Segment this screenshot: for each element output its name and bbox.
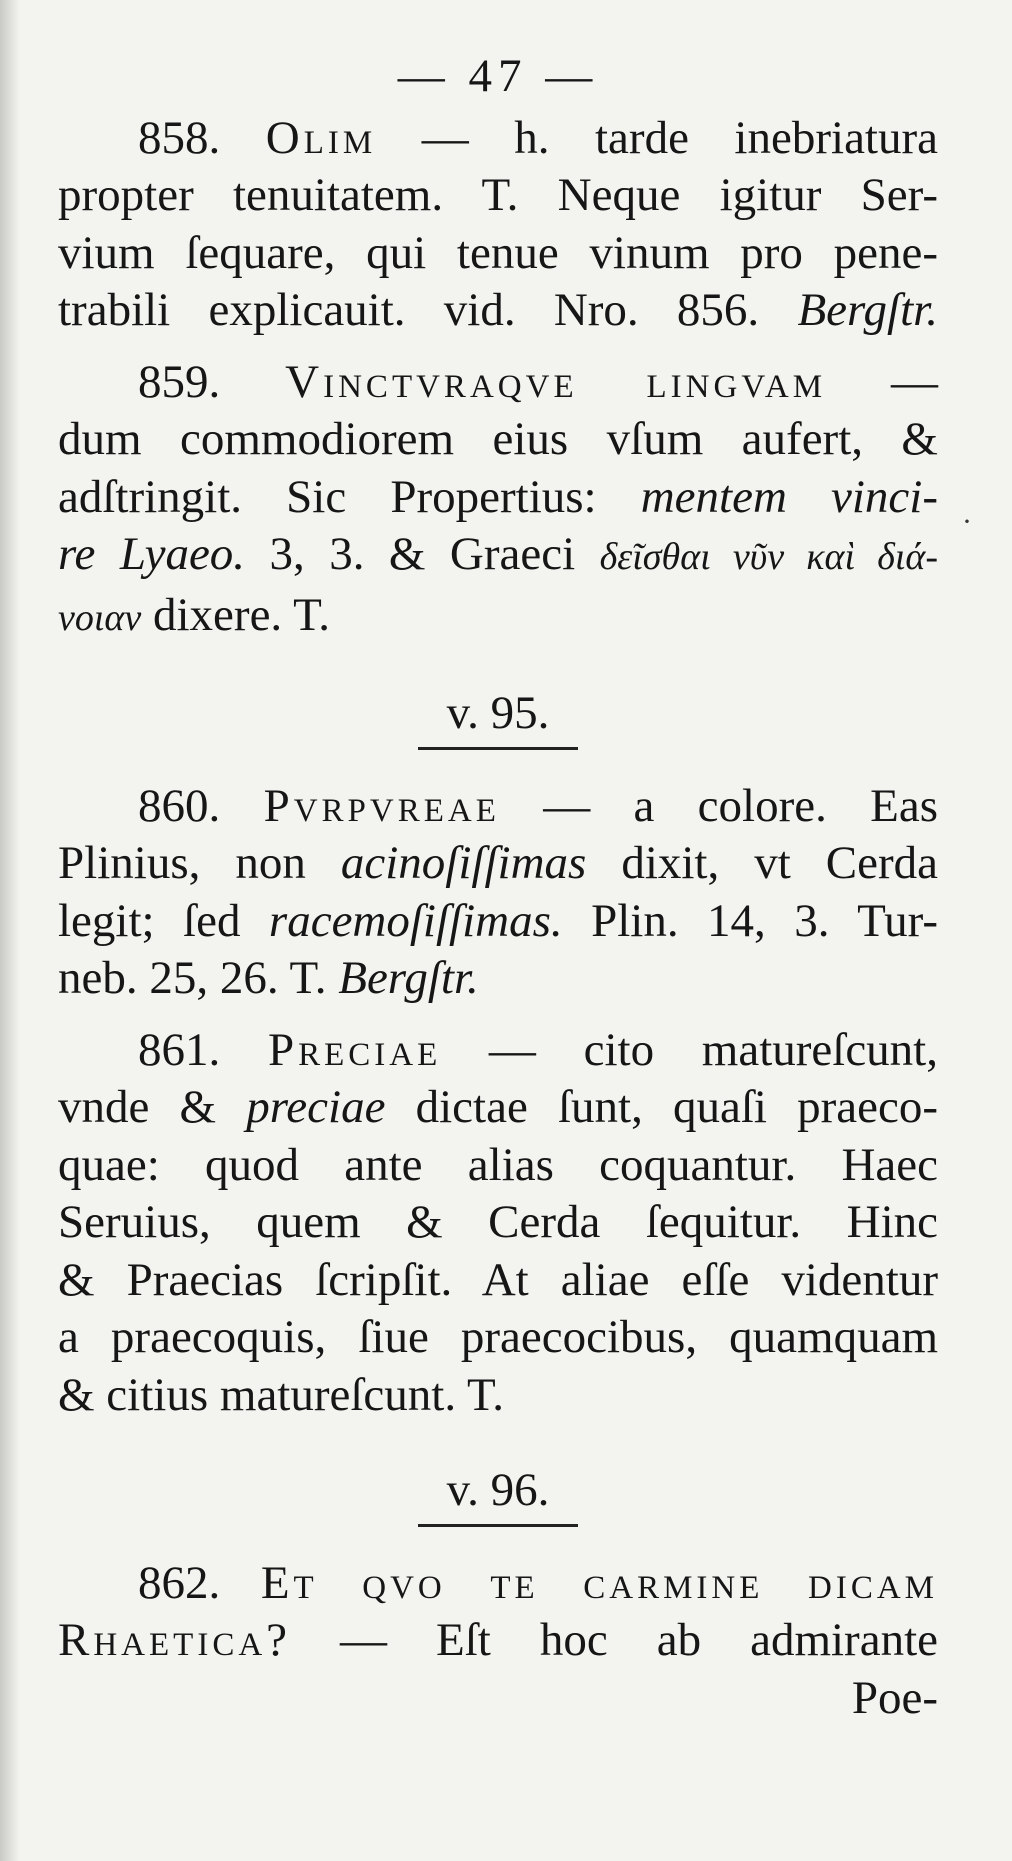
entry-line: & citius matureſcunt. T. (58, 1368, 504, 1421)
margin-mark: · (962, 505, 972, 538)
entry-text: — h. tarde inebriatura (421, 111, 938, 164)
entry-line (58, 893, 938, 951)
verse-heading: v. 96. (446, 1464, 550, 1516)
entry-number: 860. (138, 779, 221, 832)
page-number: — 47 — (397, 50, 599, 102)
entry-861 (58, 1022, 938, 1425)
greek-text: νοιαν (58, 596, 142, 639)
entry-number: 858. (138, 111, 221, 164)
greek-text: δεῖσθαι νῦν καὶ διά- (599, 536, 939, 578)
entry-text: dixit, vt Cerda (621, 837, 939, 889)
entry-line (58, 526, 938, 587)
entry-lemma: Vinctvraqve lingvam (285, 355, 827, 408)
page-edge-shadow (0, 0, 20, 1861)
entry-line (58, 587, 938, 648)
entry-lemma: Preciae (267, 1023, 442, 1076)
entry-858 (58, 110, 938, 340)
entry-line (58, 282, 938, 340)
entry-line (58, 1022, 938, 1080)
quotation: preciae (246, 1081, 386, 1133)
verse-heading: v. 95. (446, 687, 550, 739)
entry-text: 3, 3. & Graeci (269, 528, 576, 580)
entry-text: Plin. 14, 3. Tur- (591, 894, 939, 947)
entry-line (58, 950, 938, 1008)
entry-line (58, 1612, 938, 1670)
entry-number: 862. (138, 1556, 221, 1609)
entry-text: vnde & (58, 1081, 217, 1133)
entry-line: dum commodiorem eius vſum aufert, & (58, 413, 938, 465)
entry-lemma: Rhaetica? (58, 1614, 292, 1666)
entry-line (58, 110, 938, 168)
page-text (58, 48, 938, 1727)
entry-line (58, 1555, 938, 1613)
entry-lemma: Et qvo te carmine dicam (260, 1556, 938, 1609)
quotation: racemoſiſſimas. (268, 894, 563, 947)
author-abbrev: Bergſtr. (338, 952, 479, 1004)
author-abbrev: Bergſtr. (797, 284, 939, 336)
entry-line (58, 469, 938, 527)
entry-line (58, 354, 938, 412)
entry-860 (58, 778, 938, 1008)
section-rule (418, 747, 578, 750)
entry-text: neb. 25, 26. T. (58, 952, 327, 1004)
entry-text: — cito matureſcunt, (488, 1023, 938, 1076)
entry-number: 859. (138, 355, 221, 408)
entry-text: adſtringit. Sic Propertius: (58, 470, 597, 523)
entry-text: — Eſt hoc ab admirante (340, 1614, 938, 1666)
entry-line: vium ſequare, qui tenue vinum pro pene- (58, 226, 938, 279)
entry-text: — a colore. Eas (543, 779, 939, 832)
entry-lemma: Pvrpvreae (263, 779, 500, 832)
entry-line: & Praecias ſcripſit. At aliae eſſe videntur (58, 1253, 938, 1306)
quotation: re Lyaeo. (58, 528, 246, 580)
entry-line: Seruius, quem & Cerda ſequitur. Hinc (58, 1196, 938, 1248)
entry-line (58, 778, 938, 836)
entry-line: a praecoquis, ſiue praecocibus, quamquam (58, 1311, 938, 1363)
entry-text: legit; ſed (58, 894, 241, 947)
entry-text: — (891, 355, 938, 408)
section-rule (418, 1524, 578, 1527)
entry-859 (58, 354, 938, 648)
entry-text: trabili explicauit. vid. Nro. 856. (58, 284, 760, 336)
entry-lemma: Olim (265, 111, 377, 164)
entry-line: propter tenuitatem. T. Neque igitur Ser- (58, 169, 938, 221)
entry-number: 861. (138, 1023, 221, 1076)
entry-line (58, 835, 938, 893)
entry-line (58, 1079, 938, 1137)
quotation: mentem vinci- (640, 470, 939, 523)
entry-text: dixere. T. (153, 588, 331, 641)
catchword: Poe- (851, 1671, 938, 1724)
entry-text: Plinius, non (58, 837, 306, 889)
quotation: acinoſiſſimas (340, 837, 587, 889)
entry-862 (58, 1555, 938, 1728)
entry-line: quae: quod ante alias coquantur. Haec (58, 1138, 938, 1191)
entry-text: dictae ſunt, quaſi praeco- (415, 1081, 939, 1133)
